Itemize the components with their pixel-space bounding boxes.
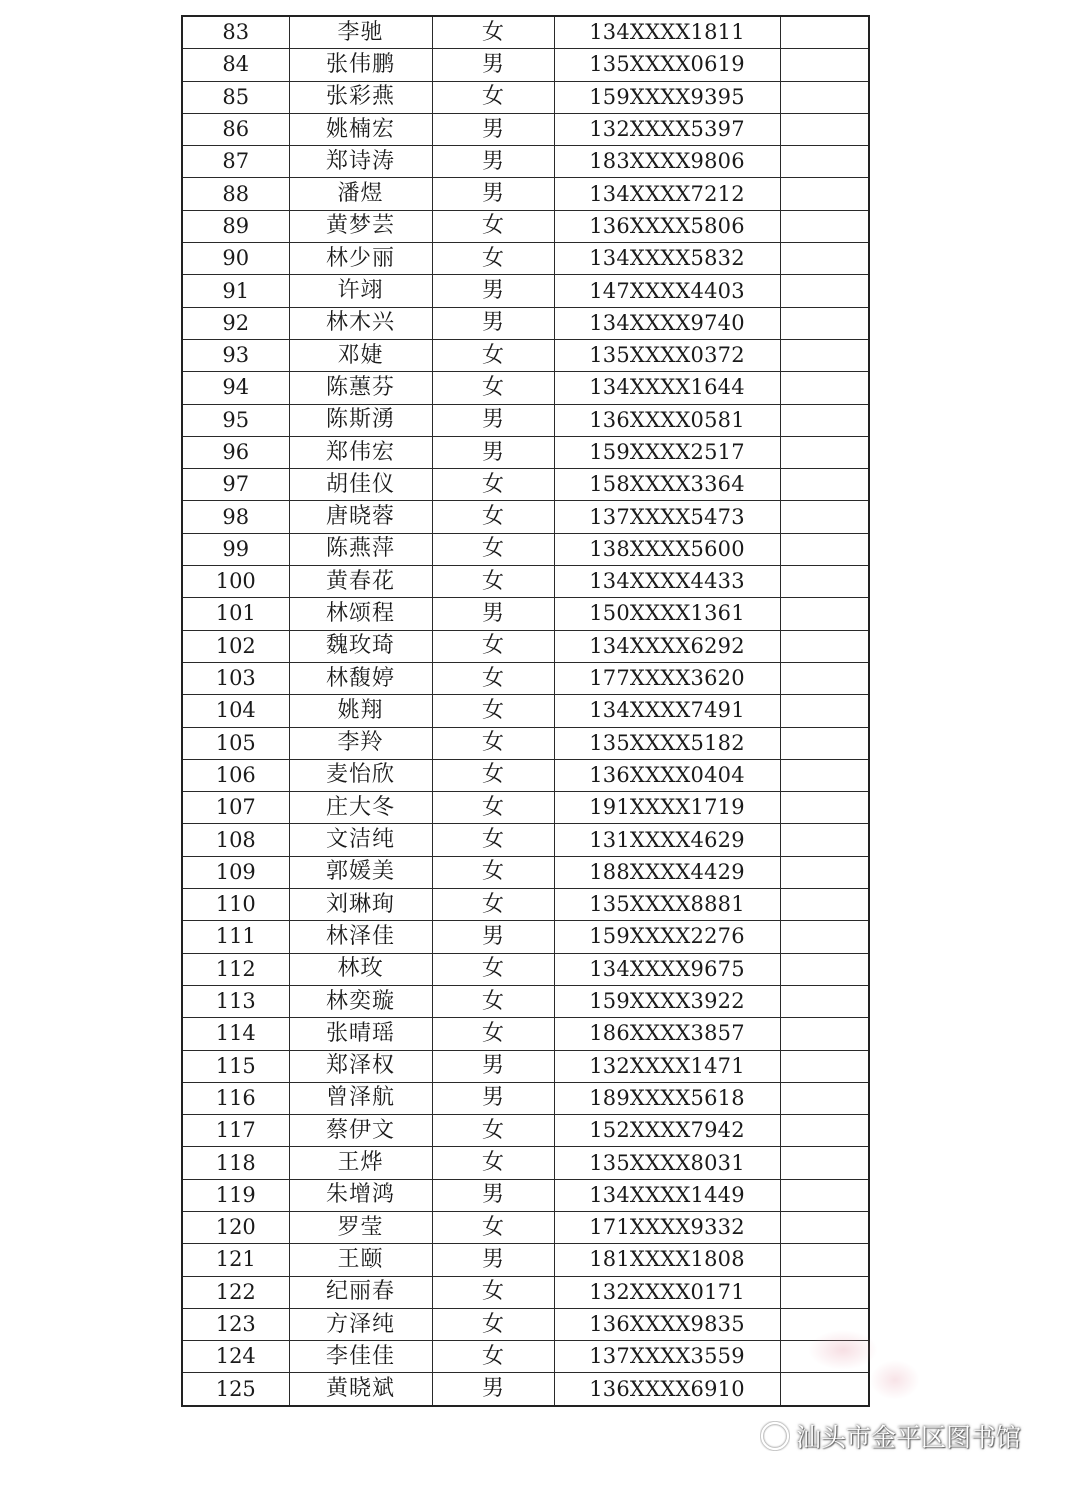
phone-number-cell: 159XXXX3922 bbox=[554, 985, 780, 1017]
phone-number-cell: 134XXXX6292 bbox=[554, 630, 780, 662]
table-row bbox=[182, 339, 869, 371]
gender-cell: 男 bbox=[432, 921, 554, 953]
remark-cell bbox=[780, 210, 869, 242]
remark-cell bbox=[780, 372, 869, 404]
gender-cell: 男 bbox=[432, 1244, 554, 1276]
person-name-cell: 林玫 bbox=[289, 953, 432, 985]
row-number-cell: 94 bbox=[182, 372, 289, 404]
row-number-cell: 116 bbox=[182, 1082, 289, 1114]
table-row bbox=[182, 824, 869, 856]
phone-number-cell: 134XXXX9740 bbox=[554, 307, 780, 339]
table-row bbox=[182, 469, 869, 501]
phone-number-cell: 159XXXX2276 bbox=[554, 921, 780, 953]
remark-cell bbox=[780, 566, 869, 598]
row-number-cell: 88 bbox=[182, 178, 289, 210]
remark-cell bbox=[780, 146, 869, 178]
table-row bbox=[182, 759, 869, 791]
table-row bbox=[182, 49, 869, 81]
person-name-cell: 姚楠宏 bbox=[289, 113, 432, 145]
gender-cell: 男 bbox=[432, 1373, 554, 1406]
phone-number-cell: 137XXXX3559 bbox=[554, 1341, 780, 1373]
table-row bbox=[182, 1050, 869, 1082]
phone-number-cell: 188XXXX4429 bbox=[554, 856, 780, 888]
row-number-cell: 102 bbox=[182, 630, 289, 662]
phone-number-cell: 132XXXX5397 bbox=[554, 113, 780, 145]
remark-cell bbox=[780, 1341, 869, 1373]
phone-number-cell: 136XXXX0404 bbox=[554, 759, 780, 791]
remark-cell bbox=[780, 1211, 869, 1243]
person-name-cell: 郑泽权 bbox=[289, 1050, 432, 1082]
row-number-cell: 95 bbox=[182, 404, 289, 436]
table-row bbox=[182, 856, 869, 888]
table-row bbox=[182, 372, 869, 404]
row-number-cell: 118 bbox=[182, 1147, 289, 1179]
remark-cell bbox=[780, 1082, 869, 1114]
gender-cell: 女 bbox=[432, 630, 554, 662]
gender-cell: 男 bbox=[432, 1050, 554, 1082]
remark-cell bbox=[780, 759, 869, 791]
remark-cell bbox=[780, 339, 869, 371]
person-name-cell: 林泽佳 bbox=[289, 921, 432, 953]
remark-cell bbox=[780, 630, 869, 662]
gender-cell: 女 bbox=[432, 501, 554, 533]
row-number-cell: 108 bbox=[182, 824, 289, 856]
phone-number-cell: 131XXXX4629 bbox=[554, 824, 780, 856]
remark-cell bbox=[780, 1276, 869, 1308]
phone-number-cell: 135XXXX0619 bbox=[554, 49, 780, 81]
phone-number-cell: 159XXXX9395 bbox=[554, 81, 780, 113]
gender-cell: 男 bbox=[432, 436, 554, 468]
table-row bbox=[182, 985, 869, 1017]
gender-cell: 男 bbox=[432, 146, 554, 178]
row-number-cell: 84 bbox=[182, 49, 289, 81]
table-row bbox=[182, 210, 869, 242]
table-row bbox=[182, 501, 869, 533]
person-name-cell: 文洁纯 bbox=[289, 824, 432, 856]
table-row bbox=[182, 630, 869, 662]
row-number-cell: 124 bbox=[182, 1341, 289, 1373]
person-name-cell: 林木兴 bbox=[289, 307, 432, 339]
gender-cell: 女 bbox=[432, 759, 554, 791]
remark-cell bbox=[780, 16, 869, 49]
person-name-cell: 黄春花 bbox=[289, 566, 432, 598]
person-name-cell: 张晴瑶 bbox=[289, 1018, 432, 1050]
phone-number-cell: 132XXXX0171 bbox=[554, 1276, 780, 1308]
phone-number-cell: 134XXXX5832 bbox=[554, 243, 780, 275]
table-row bbox=[182, 1244, 869, 1276]
gender-cell: 男 bbox=[432, 49, 554, 81]
row-number-cell: 115 bbox=[182, 1050, 289, 1082]
person-name-cell: 陈蕙芬 bbox=[289, 372, 432, 404]
table-row bbox=[182, 1082, 869, 1114]
row-number-cell: 110 bbox=[182, 889, 289, 921]
phone-number-cell: 134XXXX7491 bbox=[554, 695, 780, 727]
person-name-cell: 郑伟宏 bbox=[289, 436, 432, 468]
row-number-cell: 87 bbox=[182, 146, 289, 178]
person-name-cell: 魏玫琦 bbox=[289, 630, 432, 662]
remark-cell bbox=[780, 1308, 869, 1340]
person-name-cell: 黄梦芸 bbox=[289, 210, 432, 242]
row-number-cell: 109 bbox=[182, 856, 289, 888]
remark-cell bbox=[780, 275, 869, 307]
row-number-cell: 113 bbox=[182, 985, 289, 1017]
gender-cell: 女 bbox=[432, 1308, 554, 1340]
row-number-cell: 119 bbox=[182, 1179, 289, 1211]
gender-cell: 女 bbox=[432, 372, 554, 404]
person-name-cell: 郑诗涛 bbox=[289, 146, 432, 178]
remark-cell bbox=[780, 1147, 869, 1179]
gender-cell: 女 bbox=[432, 566, 554, 598]
table-row bbox=[182, 404, 869, 436]
row-number-cell: 83 bbox=[182, 16, 289, 49]
gender-cell: 女 bbox=[432, 1276, 554, 1308]
roster-table bbox=[181, 15, 870, 1407]
person-name-cell: 陈斯湧 bbox=[289, 404, 432, 436]
gender-cell: 女 bbox=[432, 792, 554, 824]
row-number-cell: 89 bbox=[182, 210, 289, 242]
phone-number-cell: 134XXXX7212 bbox=[554, 178, 780, 210]
watermark-text: 汕头市金平区图书馆 bbox=[796, 1423, 1022, 1452]
row-number-cell: 117 bbox=[182, 1115, 289, 1147]
table-row bbox=[182, 1179, 869, 1211]
row-number-cell: 90 bbox=[182, 243, 289, 275]
person-name-cell: 黄晓斌 bbox=[289, 1373, 432, 1406]
table-row bbox=[182, 1018, 869, 1050]
person-name-cell: 曾泽航 bbox=[289, 1082, 432, 1114]
remark-cell bbox=[780, 953, 869, 985]
table-row bbox=[182, 1211, 869, 1243]
remark-cell bbox=[780, 469, 869, 501]
person-name-cell: 许翊 bbox=[289, 275, 432, 307]
table-row bbox=[182, 81, 869, 113]
row-number-cell: 121 bbox=[182, 1244, 289, 1276]
table-row bbox=[182, 662, 869, 694]
person-name-cell: 林少丽 bbox=[289, 243, 432, 275]
gender-cell: 男 bbox=[432, 178, 554, 210]
phone-number-cell: 158XXXX3364 bbox=[554, 469, 780, 501]
row-number-cell: 86 bbox=[182, 113, 289, 145]
gender-cell: 女 bbox=[432, 210, 554, 242]
person-name-cell: 胡佳仪 bbox=[289, 469, 432, 501]
gender-cell: 女 bbox=[432, 953, 554, 985]
phone-number-cell: 136XXXX5806 bbox=[554, 210, 780, 242]
phone-number-cell: 177XXXX3620 bbox=[554, 662, 780, 694]
phone-number-cell: 191XXXX1719 bbox=[554, 792, 780, 824]
table-row bbox=[182, 792, 869, 824]
phone-number-cell: 183XXXX9806 bbox=[554, 146, 780, 178]
phone-number-cell: 137XXXX5473 bbox=[554, 501, 780, 533]
remark-cell bbox=[780, 436, 869, 468]
remark-cell bbox=[780, 81, 869, 113]
row-number-cell: 85 bbox=[182, 81, 289, 113]
phone-number-cell: 134XXXX9675 bbox=[554, 953, 780, 985]
person-name-cell: 李佳佳 bbox=[289, 1341, 432, 1373]
remark-cell bbox=[780, 824, 869, 856]
gender-cell: 女 bbox=[432, 727, 554, 759]
remark-cell bbox=[780, 501, 869, 533]
remark-cell bbox=[780, 1018, 869, 1050]
table-row bbox=[182, 921, 869, 953]
remark-cell bbox=[780, 856, 869, 888]
row-number-cell: 122 bbox=[182, 1276, 289, 1308]
phone-number-cell: 135XXXX0372 bbox=[554, 339, 780, 371]
remark-cell bbox=[780, 113, 869, 145]
row-number-cell: 97 bbox=[182, 469, 289, 501]
person-name-cell: 王颐 bbox=[289, 1244, 432, 1276]
phone-number-cell: 150XXXX1361 bbox=[554, 598, 780, 630]
gender-cell: 女 bbox=[432, 1018, 554, 1050]
row-number-cell: 111 bbox=[182, 921, 289, 953]
phone-number-cell: 135XXXX5182 bbox=[554, 727, 780, 759]
phone-number-cell: 134XXXX1811 bbox=[554, 16, 780, 49]
table-row bbox=[182, 1147, 869, 1179]
table-row bbox=[182, 113, 869, 145]
remark-cell bbox=[780, 598, 869, 630]
person-name-cell: 刘琳珣 bbox=[289, 889, 432, 921]
phone-number-cell: 132XXXX1471 bbox=[554, 1050, 780, 1082]
gender-cell: 男 bbox=[432, 598, 554, 630]
remark-cell bbox=[780, 49, 869, 81]
table-row bbox=[182, 1341, 869, 1373]
person-name-cell: 林颂程 bbox=[289, 598, 432, 630]
table-row bbox=[182, 1373, 869, 1406]
person-name-cell: 麦怡欣 bbox=[289, 759, 432, 791]
table-row bbox=[182, 598, 869, 630]
phone-number-cell: 136XXXX9835 bbox=[554, 1308, 780, 1340]
phone-number-cell: 152XXXX7942 bbox=[554, 1115, 780, 1147]
table-row bbox=[182, 1276, 869, 1308]
phone-number-cell: 135XXXX8031 bbox=[554, 1147, 780, 1179]
row-number-cell: 100 bbox=[182, 566, 289, 598]
gender-cell: 女 bbox=[432, 889, 554, 921]
row-number-cell: 103 bbox=[182, 662, 289, 694]
person-name-cell: 张彩燕 bbox=[289, 81, 432, 113]
phone-number-cell: 134XXXX1449 bbox=[554, 1179, 780, 1211]
person-name-cell: 林奕璇 bbox=[289, 985, 432, 1017]
person-name-cell: 潘煜 bbox=[289, 178, 432, 210]
phone-number-cell: 159XXXX2517 bbox=[554, 436, 780, 468]
phone-number-cell: 181XXXX1808 bbox=[554, 1244, 780, 1276]
remark-cell bbox=[780, 404, 869, 436]
gender-cell: 女 bbox=[432, 695, 554, 727]
remark-cell bbox=[780, 533, 869, 565]
person-name-cell: 庄大冬 bbox=[289, 792, 432, 824]
remark-cell bbox=[780, 307, 869, 339]
row-number-cell: 107 bbox=[182, 792, 289, 824]
table-row bbox=[182, 178, 869, 210]
remark-cell bbox=[780, 662, 869, 694]
table-row bbox=[182, 727, 869, 759]
person-name-cell: 张伟鹏 bbox=[289, 49, 432, 81]
table-row bbox=[182, 16, 869, 49]
person-name-cell: 王烨 bbox=[289, 1147, 432, 1179]
phone-number-cell: 136XXXX0581 bbox=[554, 404, 780, 436]
person-name-cell: 朱增鸿 bbox=[289, 1179, 432, 1211]
person-name-cell: 林馥婷 bbox=[289, 662, 432, 694]
remark-cell bbox=[780, 178, 869, 210]
person-name-cell: 唐晓蓉 bbox=[289, 501, 432, 533]
phone-number-cell: 138XXXX5600 bbox=[554, 533, 780, 565]
person-name-cell: 邓婕 bbox=[289, 339, 432, 371]
gender-cell: 女 bbox=[432, 824, 554, 856]
gender-cell: 女 bbox=[432, 339, 554, 371]
phone-number-cell: 189XXXX5618 bbox=[554, 1082, 780, 1114]
phone-number-cell: 135XXXX8881 bbox=[554, 889, 780, 921]
table-row bbox=[182, 146, 869, 178]
remark-cell bbox=[780, 985, 869, 1017]
person-name-cell: 陈燕萍 bbox=[289, 533, 432, 565]
remark-cell bbox=[780, 243, 869, 275]
person-name-cell: 郭媛美 bbox=[289, 856, 432, 888]
gender-cell: 女 bbox=[432, 16, 554, 49]
gender-cell: 男 bbox=[432, 113, 554, 145]
remark-cell bbox=[780, 1179, 869, 1211]
gender-cell: 男 bbox=[432, 1179, 554, 1211]
gender-cell: 女 bbox=[432, 81, 554, 113]
roster-body bbox=[182, 16, 869, 1406]
phone-number-cell: 134XXXX4433 bbox=[554, 566, 780, 598]
remark-cell bbox=[780, 1050, 869, 1082]
row-number-cell: 114 bbox=[182, 1018, 289, 1050]
table-row bbox=[182, 1115, 869, 1147]
table-row bbox=[182, 1308, 869, 1340]
gender-cell: 男 bbox=[432, 275, 554, 307]
row-number-cell: 106 bbox=[182, 759, 289, 791]
row-number-cell: 93 bbox=[182, 339, 289, 371]
person-name-cell: 李羚 bbox=[289, 727, 432, 759]
row-number-cell: 105 bbox=[182, 727, 289, 759]
person-name-cell: 纪丽春 bbox=[289, 1276, 432, 1308]
gender-cell: 男 bbox=[432, 307, 554, 339]
gender-cell: 男 bbox=[432, 1082, 554, 1114]
person-name-cell: 李驰 bbox=[289, 16, 432, 49]
remark-cell bbox=[780, 1244, 869, 1276]
table-row bbox=[182, 566, 869, 598]
row-number-cell: 112 bbox=[182, 953, 289, 985]
table-row bbox=[182, 275, 869, 307]
gender-cell: 女 bbox=[432, 856, 554, 888]
person-name-cell: 蔡伊文 bbox=[289, 1115, 432, 1147]
remark-cell bbox=[780, 889, 869, 921]
remark-cell bbox=[780, 921, 869, 953]
phone-number-cell: 186XXXX3857 bbox=[554, 1018, 780, 1050]
phone-number-cell: 147XXXX4403 bbox=[554, 275, 780, 307]
table-row bbox=[182, 307, 869, 339]
phone-number-cell: 136XXXX6910 bbox=[554, 1373, 780, 1406]
gender-cell: 女 bbox=[432, 1341, 554, 1373]
row-number-cell: 104 bbox=[182, 695, 289, 727]
row-number-cell: 120 bbox=[182, 1211, 289, 1243]
row-number-cell: 123 bbox=[182, 1308, 289, 1340]
gender-cell: 女 bbox=[432, 985, 554, 1017]
gender-cell: 女 bbox=[432, 469, 554, 501]
stamp-trace bbox=[870, 1360, 920, 1400]
table-row bbox=[182, 695, 869, 727]
gender-cell: 女 bbox=[432, 243, 554, 275]
watermark bbox=[760, 1418, 1021, 1454]
gender-cell: 女 bbox=[432, 533, 554, 565]
row-number-cell: 101 bbox=[182, 598, 289, 630]
table-row bbox=[182, 533, 869, 565]
row-number-cell: 96 bbox=[182, 436, 289, 468]
person-name-cell: 方泽纯 bbox=[289, 1308, 432, 1340]
gender-cell: 女 bbox=[432, 1115, 554, 1147]
table-row bbox=[182, 243, 869, 275]
person-name-cell: 罗莹 bbox=[289, 1211, 432, 1243]
remark-cell bbox=[780, 1115, 869, 1147]
remark-cell bbox=[780, 695, 869, 727]
gender-cell: 女 bbox=[432, 1147, 554, 1179]
row-number-cell: 98 bbox=[182, 501, 289, 533]
row-number-cell: 125 bbox=[182, 1373, 289, 1406]
wechat-icon bbox=[760, 1421, 790, 1451]
gender-cell: 男 bbox=[432, 404, 554, 436]
row-number-cell: 91 bbox=[182, 275, 289, 307]
remark-cell bbox=[780, 1373, 869, 1406]
gender-cell: 女 bbox=[432, 662, 554, 694]
row-number-cell: 92 bbox=[182, 307, 289, 339]
remark-cell bbox=[780, 792, 869, 824]
phone-number-cell: 134XXXX1644 bbox=[554, 372, 780, 404]
gender-cell: 女 bbox=[432, 1211, 554, 1243]
table-row bbox=[182, 953, 869, 985]
remark-cell bbox=[780, 727, 869, 759]
phone-number-cell: 171XXXX9332 bbox=[554, 1211, 780, 1243]
row-number-cell: 99 bbox=[182, 533, 289, 565]
table-row bbox=[182, 436, 869, 468]
table-row bbox=[182, 889, 869, 921]
person-name-cell: 姚翔 bbox=[289, 695, 432, 727]
